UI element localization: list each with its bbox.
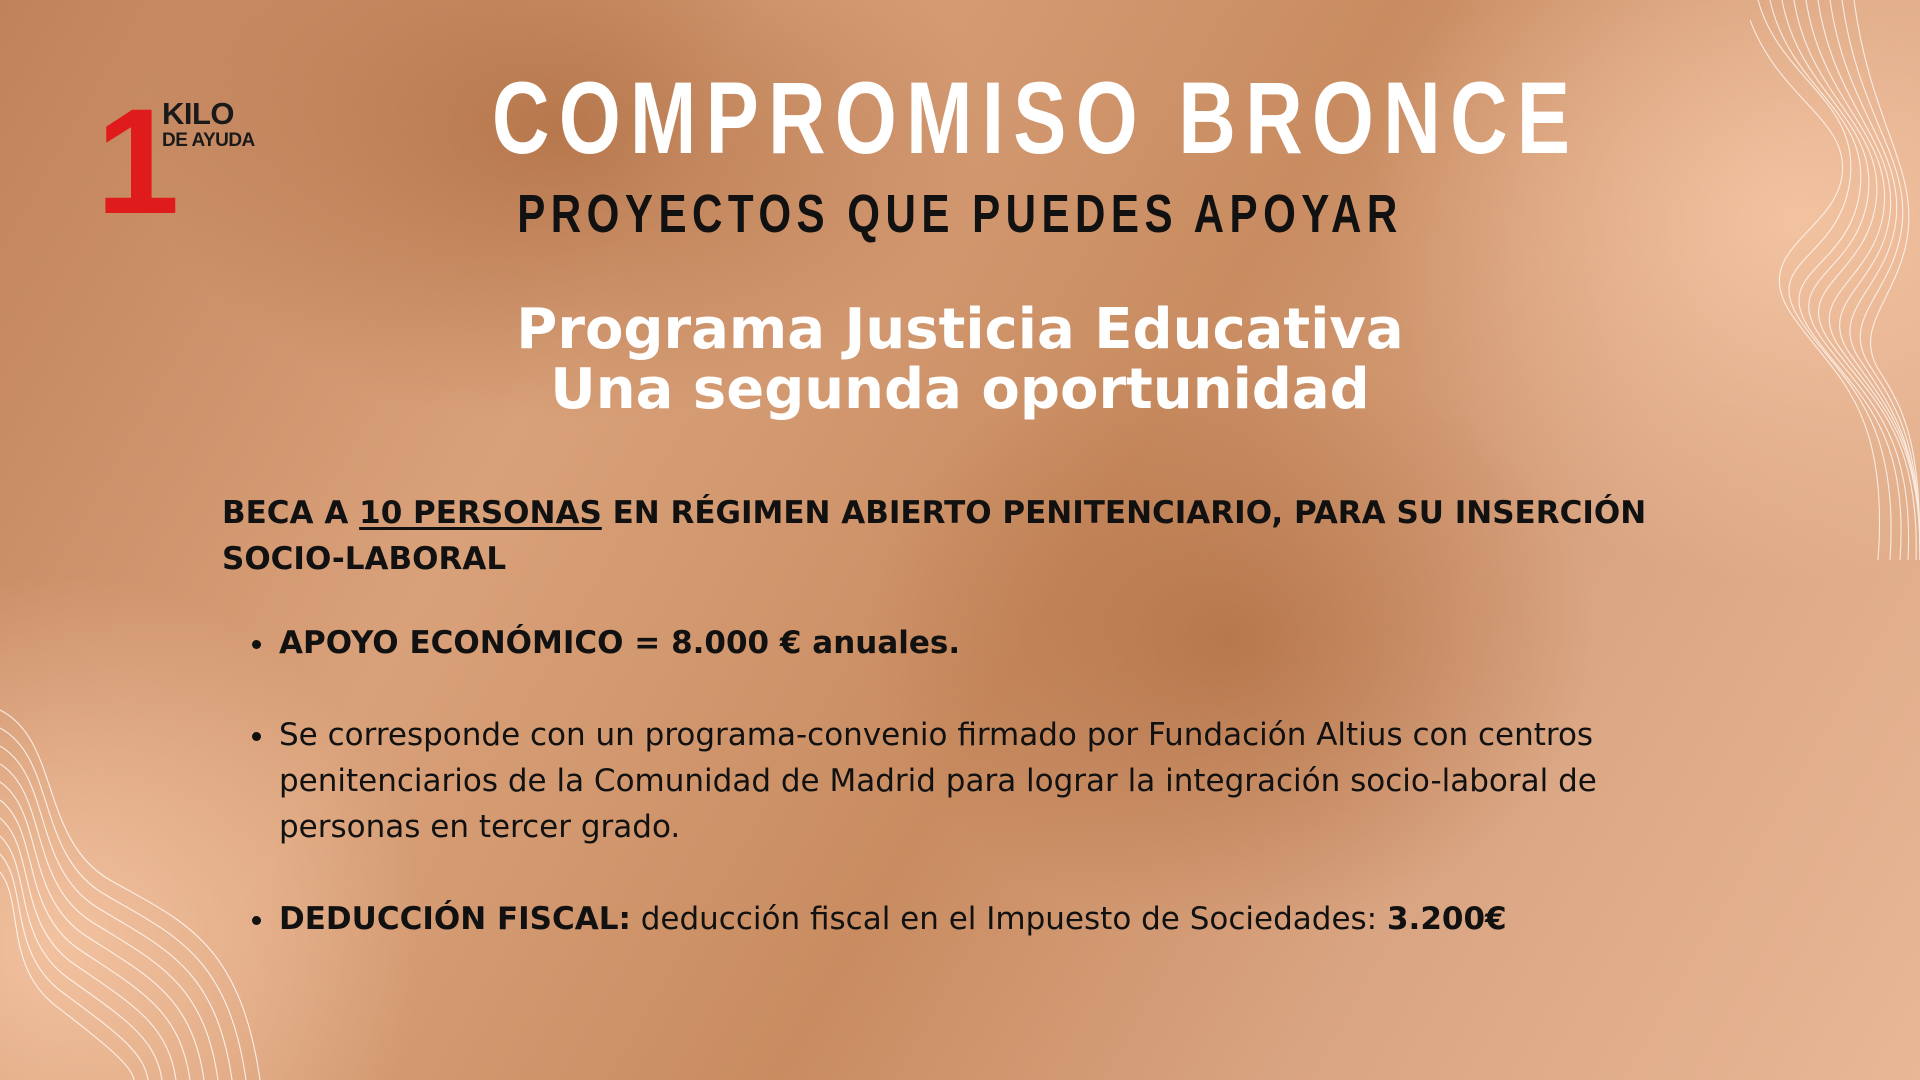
tax-deduction-amount: 3.200€ xyxy=(1386,901,1507,937)
list-item-tax-deduction xyxy=(222,896,1722,942)
page-title: COMPROMISO BRONCE xyxy=(492,61,1580,175)
logo-number: 1 xyxy=(96,77,176,245)
logo-text-de-ayuda: DE AYUDA xyxy=(162,130,255,151)
intro-highlight-persons: 10 PERSONAS xyxy=(359,495,602,531)
economic-support-text: APOYO ECONÓMICO = 8.000 € anuales. xyxy=(279,625,961,661)
tax-deduction-label: DEDUCCIÓN FISCAL: xyxy=(279,901,631,937)
program-heading xyxy=(360,297,1560,422)
tax-deduction-text: deducción fiscal en el Impuesto de Sociedades: xyxy=(630,901,1387,937)
kilo-de-ayuda-logo xyxy=(96,77,266,245)
details-list xyxy=(222,620,1722,942)
scholarship-intro xyxy=(222,490,1722,582)
intro-prefix: BECA A xyxy=(222,495,360,531)
intro-suffix: EN RÉGIMEN ABIERTO PENITENCIARIO, PARA SU INSERCIÓN SOCIO-LABORAL xyxy=(222,495,1647,577)
program-name: Programa Justicia Educativa xyxy=(516,297,1404,362)
list-item-description xyxy=(222,712,1722,850)
program-tagline: Una segunda oportunidad xyxy=(550,357,1370,422)
decorative-waves-top-right xyxy=(1750,0,1920,560)
list-item-economic-support xyxy=(222,620,1722,666)
logo-text-kilo: KILO xyxy=(162,96,235,131)
program-description-text: Se corresponde con un programa-convenio firmado por Fundación Altius con centros penitenciarios de la Comunidad de Madrid para lograr la integración socio-laboral de personas en tercer grado. xyxy=(279,717,1597,845)
page-subtitle: PROYECTOS QUE PUEDES APOYAR xyxy=(517,184,1403,244)
